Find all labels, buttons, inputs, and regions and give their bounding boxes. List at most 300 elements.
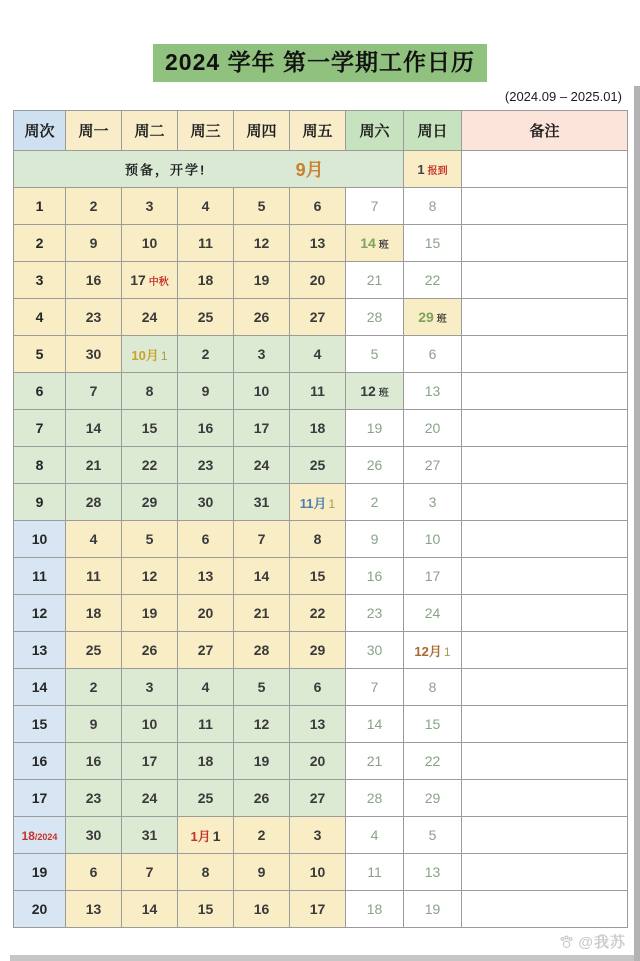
day-cell [290,410,346,447]
day-number: 13 [424,383,441,399]
day-number: 16 [85,753,102,769]
week-number-cell [14,891,66,928]
remark-cell [462,521,628,558]
week-row [14,262,628,299]
day-cell [122,558,178,595]
day-number: 10 [309,864,326,880]
day-cell [404,521,462,558]
month-label: 10月 [131,347,159,363]
day-number: 5 [370,346,379,362]
day-cell [346,521,404,558]
day-number: 18 [309,420,326,436]
day-number: 9 [257,864,266,880]
day-cell [404,225,462,262]
day-cell [66,188,122,225]
week-row [14,706,628,743]
day-number: 30 [366,642,383,658]
day-cell [346,706,404,743]
day-cell [404,780,462,817]
day-number: 24 [141,790,158,806]
day-cell [178,336,234,373]
day-cell [234,521,290,558]
day-number: 11 [86,568,101,584]
day-cell [290,891,346,928]
col-header-weekend: 周日 [404,111,462,151]
day-cell [346,373,404,410]
day-number: 19 [253,753,270,769]
day-cell [122,669,178,706]
day-cell [404,669,462,706]
day-cell [122,336,178,373]
week-number: 14 [31,679,48,695]
day-tag: 班 [436,314,447,325]
day-cell [178,632,234,669]
day-cell [122,743,178,780]
day-number: 14 [85,420,102,436]
day-cell [66,336,122,373]
day-number: 27 [197,642,214,658]
day-cell [66,299,122,336]
day-number: 17 [130,272,146,288]
week-number: 5 [35,346,44,362]
day-cell [234,780,290,817]
day-number: 4 [89,531,98,547]
day-cell [66,225,122,262]
day-number: 23 [85,790,102,806]
week-row [14,743,628,780]
day-cell [290,854,346,891]
day-cell [346,669,404,706]
day-number: 18 [197,753,214,769]
day-number: 8 [201,864,210,880]
day-number: 25 [309,457,326,473]
day-cell [404,373,462,410]
day-cell [122,373,178,410]
day-cell [122,891,178,928]
day-number: 30 [85,346,102,362]
day-cell [404,632,462,669]
day-cell [290,447,346,484]
day-number: 6 [428,346,437,362]
day-cell [66,891,122,928]
col-header-day: 周二 [122,111,178,151]
day-number: 7 [89,383,98,399]
day-number: 9 [370,531,379,547]
day-number: 9 [89,235,98,251]
day-number: 22 [309,605,326,621]
day-number: 7 [370,198,379,214]
day-number: 7 [145,864,154,880]
col-header-weekend: 周六 [346,111,404,151]
day-cell [290,743,346,780]
day-cell [66,373,122,410]
week-number-cell [14,632,66,669]
week-number-cell [14,743,66,780]
day-number: 5 [257,679,266,695]
day-number: 15 [424,716,441,732]
day-number: 20 [197,605,214,621]
day-cell [404,262,462,299]
day-cell [178,558,234,595]
day-number: 2 [89,198,98,214]
day-number: 12 [360,383,376,399]
week-row [14,373,628,410]
remark-cell [462,669,628,706]
week-number-cell [14,780,66,817]
col-header-week: 周次 [14,111,66,151]
day-cell [404,188,462,225]
day-cell [404,447,462,484]
day-tag: 班 [378,388,389,399]
day-cell [178,854,234,891]
week-row [14,521,628,558]
day-cell [122,225,178,262]
day-cell [234,817,290,854]
day-number: 4 [201,198,210,214]
day-cell [234,706,290,743]
day-cell [66,780,122,817]
day-number: 11 [310,383,325,399]
day-number: 6 [201,531,210,547]
day-number: 16 [253,901,270,917]
day-number: 5 [428,827,437,843]
day-cell [290,595,346,632]
remark-cell [462,817,628,854]
day-number: 30 [197,494,214,510]
day-cell [346,891,404,928]
remark-cell [462,595,628,632]
day-number: 1 [443,644,451,659]
date-range-label: (2024.09 – 2025.01) [504,89,622,104]
day-cell [178,262,234,299]
day-number: 18 [197,272,214,288]
day-number: 1 [417,162,425,177]
week-row [14,484,628,521]
semester-start-note: 预备，开学! [125,162,207,178]
remark-cell [462,780,628,817]
day-cell [66,743,122,780]
day-number: 14 [141,901,158,917]
day-number: 23 [366,605,383,621]
day-cell [178,225,234,262]
week-number-cell [14,410,66,447]
day-cell [122,188,178,225]
day-tag: 报到 [427,166,448,177]
day-number: 10 [424,531,441,547]
day-number: 18 [85,605,102,621]
day-cell [290,706,346,743]
day-number: 27 [309,790,326,806]
day-number: 3 [145,198,154,214]
day-number: 11 [198,716,213,732]
remark-cell [462,373,628,410]
week-row [14,299,628,336]
day-number: 2 [89,679,98,695]
day-number: 21 [85,457,102,473]
screenshot-right-edge [634,86,640,961]
day-number: 3 [313,827,322,843]
day-number: 24 [253,457,270,473]
day-cell [122,854,178,891]
day-number: 25 [197,790,214,806]
day-number: 5 [257,198,266,214]
day-number: 28 [253,642,270,658]
day-cell [346,484,404,521]
day-cell [404,484,462,521]
day-cell [234,484,290,521]
day-cell [234,743,290,780]
day-number: 19 [141,605,158,621]
day-number: 28 [366,790,383,806]
day-number: 17 [141,753,158,769]
day-cell [66,558,122,595]
week-row [14,410,628,447]
week-row [14,632,628,669]
day-cell [122,817,178,854]
day-number: 8 [428,679,437,695]
day-number: 17 [253,420,270,436]
remark-cell [462,891,628,928]
week-number-cell [14,336,66,373]
week-number: 8 [35,457,44,473]
day-cell [346,336,404,373]
day-number: 17 [309,901,326,917]
day-number: 25 [85,642,102,658]
day-number: 7 [257,531,266,547]
week-number-cell [14,225,66,262]
day-cell [178,188,234,225]
day-number: 26 [366,457,383,473]
day-number: 15 [309,568,326,584]
week-number-cell [14,854,66,891]
day-cell [346,854,404,891]
day-number: 25 [197,309,214,325]
month-label: 11月 [299,495,327,511]
day-number: 16 [85,272,102,288]
day-cell [290,558,346,595]
week-number-cell [14,447,66,484]
day-cell [346,262,404,299]
day-number: 23 [197,457,214,473]
day-cell [346,743,404,780]
day-cell [122,706,178,743]
day-cell [404,336,462,373]
remark-cell [462,447,628,484]
day-number: 8 [145,383,154,399]
week-row [14,447,628,484]
week-row [14,854,628,891]
day-number: 4 [201,679,210,695]
day-number: 7 [370,679,379,695]
day-cell [178,780,234,817]
day-number: 2 [201,346,210,362]
day-cell [66,410,122,447]
week-row [14,225,628,262]
remark-cell [462,484,628,521]
week-number-cell [14,595,66,632]
day-cell [404,854,462,891]
day-cell [234,336,290,373]
day-cell [346,595,404,632]
day-number: 14 [360,235,376,251]
day-cell [66,706,122,743]
day-cell [290,373,346,410]
day-number: 21 [366,272,383,288]
week-number: 19 [31,864,48,880]
week-number: 1 [35,198,44,214]
day-cell [122,447,178,484]
remark-cell [462,743,628,780]
day-number: 22 [424,753,441,769]
remark-cell [462,854,628,891]
day-number: 24 [141,309,158,325]
day-cell [404,299,462,336]
day-number: 4 [313,346,322,362]
day-number: 13 [424,864,441,880]
month-label: 1月 [190,828,211,844]
day-number: 15 [197,901,214,917]
day-number: 26 [141,642,158,658]
day-number: 12 [253,716,270,732]
day-cell [404,151,462,188]
day-cell [178,817,234,854]
day-cell [122,521,178,558]
day-number: 31 [141,827,158,843]
day-tag: 班 [378,240,389,251]
day-number: 17 [424,568,441,584]
day-number: 19 [253,272,270,288]
day-number: 6 [313,198,322,214]
week-row [14,780,628,817]
remark-cell [462,706,628,743]
day-cell [290,484,346,521]
week-number: 16 [31,753,48,769]
column-header-row [14,111,628,151]
day-number: 4 [370,827,379,843]
day-number: 11 [367,864,382,880]
day-cell [234,188,290,225]
remark-cell [462,188,628,225]
day-cell [178,373,234,410]
day-cell [234,595,290,632]
day-cell [290,632,346,669]
day-cell [234,410,290,447]
day-cell [290,225,346,262]
day-cell [178,669,234,706]
col-header-day: 周五 [290,111,346,151]
day-cell [178,521,234,558]
day-cell [178,706,234,743]
day-number: 2 [370,494,379,510]
week-number: 10 [31,531,48,547]
week-row [14,669,628,706]
day-cell [404,558,462,595]
col-header-day: 周四 [234,111,290,151]
day-cell [178,299,234,336]
week-number-cell [14,669,66,706]
day-cell [290,262,346,299]
paw-icon [559,934,574,949]
remark-cell [462,225,628,262]
week-number: 13 [31,642,48,658]
day-cell [178,891,234,928]
remark-cell [462,558,628,595]
week-number-cell [14,373,66,410]
day-number: 13 [197,568,214,584]
day-number: 10 [253,383,270,399]
week-number: 18 [21,829,35,843]
day-number: 26 [253,790,270,806]
day-number: 30 [85,827,102,843]
remark-cell [462,151,628,188]
week-number-cell [14,706,66,743]
day-number: 14 [253,568,270,584]
day-number: 5 [145,531,154,547]
day-cell [66,854,122,891]
day-number: 3 [257,346,266,362]
day-number: 6 [89,864,98,880]
day-number: 20 [424,420,441,436]
screenshot-bottom-edge [10,955,634,961]
remark-cell [462,299,628,336]
day-cell [290,669,346,706]
day-number: 21 [253,605,270,621]
day-cell [290,299,346,336]
day-number: 24 [424,605,441,621]
page-title-text: 2024 学年 第一学期工作日历 [153,44,487,82]
watermark [559,931,626,952]
month-label: 9月 [295,160,324,180]
day-number: 20 [309,272,326,288]
day-cell [234,669,290,706]
day-number: 14 [366,716,383,732]
day-number: 1 [160,348,168,363]
day-cell [178,595,234,632]
day-cell [66,262,122,299]
day-cell [346,780,404,817]
day-cell [346,817,404,854]
day-number: 8 [428,198,437,214]
week-number: 9 [35,494,44,510]
day-cell [234,558,290,595]
week-number-cell [14,817,66,854]
day-number: 15 [424,235,441,251]
day-cell [66,595,122,632]
day-cell [290,521,346,558]
day-cell [178,743,234,780]
day-cell [290,780,346,817]
calendar-table [13,110,628,928]
day-cell [404,817,462,854]
week-row [14,891,628,928]
week-row [14,336,628,373]
day-number: 28 [366,309,383,325]
day-cell [234,447,290,484]
day-number: 10 [141,716,158,732]
week-number: 3 [35,272,44,288]
day-cell [122,410,178,447]
week-number: 7 [35,420,44,436]
day-cell [346,410,404,447]
day-number: 27 [309,309,326,325]
day-cell [404,743,462,780]
week-number-cell [14,299,66,336]
day-cell [346,447,404,484]
day-cell [66,817,122,854]
day-number: 2 [257,827,266,843]
day-cell [234,225,290,262]
col-header-remark: 备注 [462,111,628,151]
